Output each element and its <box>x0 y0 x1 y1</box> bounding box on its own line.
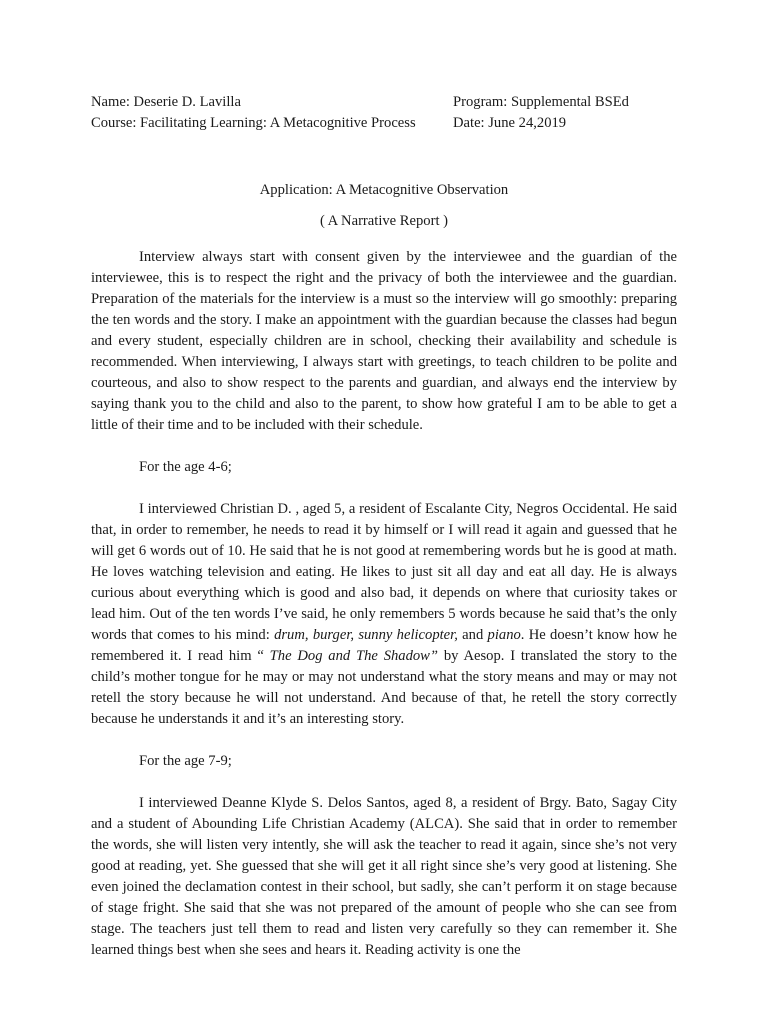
christian-text-1: I interviewed Christian D. , aged 5, a resident of Escalante City, Negros Occidental. He said that, in order to remember, he needs to read it by himself or I will read it again and guessed that he will get 6 words out of 10. He said that he is not good at remembering words but he is good at math. He loves watching television and eating. He likes to just sit all day and eat all day. He is always curious about everything which is good and also bad, it depends on where that curiosity takes or lead him. Out of the ten words I’ve said, he only remembers 5 words because he said that’s the only words that comes to his mind: <box>91 501 677 643</box>
course-label: Course: Facilitating Learning: A Metacognitive Process <box>91 115 416 131</box>
christian-text-2: . He doesn’t know how he remembered it. I read him “ <box>91 627 677 664</box>
header-row-1 <box>91 92 711 113</box>
christian-paragraph <box>91 499 677 730</box>
intro-paragraph: Interview always start with consent given by the interviewee and the guardian of the interviewee, this is to respect the right and the privacy of both the interviewee and the guardian. Preparation of the materials for the interview is a must so the interview will go smoothly: preparing the ten words and the story. I make an appointment with the guardian because the classes had begun and every student, especially children are in school, checking their availability and schedule is recommended. When interviewing, I always start with greetings, to teach children to be polite and courteous, and also to show respect to the parents and guardian, and always end the interview by saying thank you to the child and also to the parent, to show how grateful I am to be able to get a little of their time and to be included with their schedule. <box>91 249 677 433</box>
document-subtitle: ( A Narrative Report ) <box>319 213 449 229</box>
program-label: Program: Supplemental BSEd <box>453 94 629 110</box>
document-titles <box>91 180 677 232</box>
age-7-9-heading: For the age 7-9; <box>139 753 232 769</box>
christian-text-3: by Aesop. I translated the story to the child’s mother tongue for he may or may not understand what the story means and may or may not retell the story because he will not understand. And because of that, he retell the story correctly because he understands it and it’s an interesting story. <box>91 648 678 727</box>
date-label: Date: June 24,2019 <box>453 115 567 131</box>
christian-words: drum, burger, sunny helicopter, <box>274 627 458 643</box>
student-name: Name: Deserie D. Lavilla <box>91 94 241 110</box>
document-title: Application: A Metacognitive Observation <box>259 182 509 198</box>
header-row-2 <box>91 113 711 134</box>
christian-piano: piano <box>487 627 521 643</box>
age-4-6-heading: For the age 4-6; <box>139 459 232 475</box>
document-body <box>91 247 677 982</box>
christian-and: and <box>457 627 488 643</box>
document-header <box>91 92 711 134</box>
deanne-paragraph: I interviewed Deanne Klyde S. Delos Santos, aged 8, a resident of Brgy. Bato, Sagay City and a student of Abounding Life Christian Academy (ALCA). She said that in order to remember the words, she will listen very intently, she will ask the teacher to read it again, since she’s not very good at reading, yet. She guessed that she will get it all right since she’s very good at listening. She even joined the declamation contest in their school, but sadly, she can’t perform it on stage because of stage fright. She said that she was not prepared of the amount of people who she can see from stage. The teachers just tell them to read and listen very carefully so they can remember it. She learned things best when she sees and hears it. Reading activity is one the <box>91 795 677 958</box>
story-title: The Dog and The Shadow” <box>269 648 439 664</box>
